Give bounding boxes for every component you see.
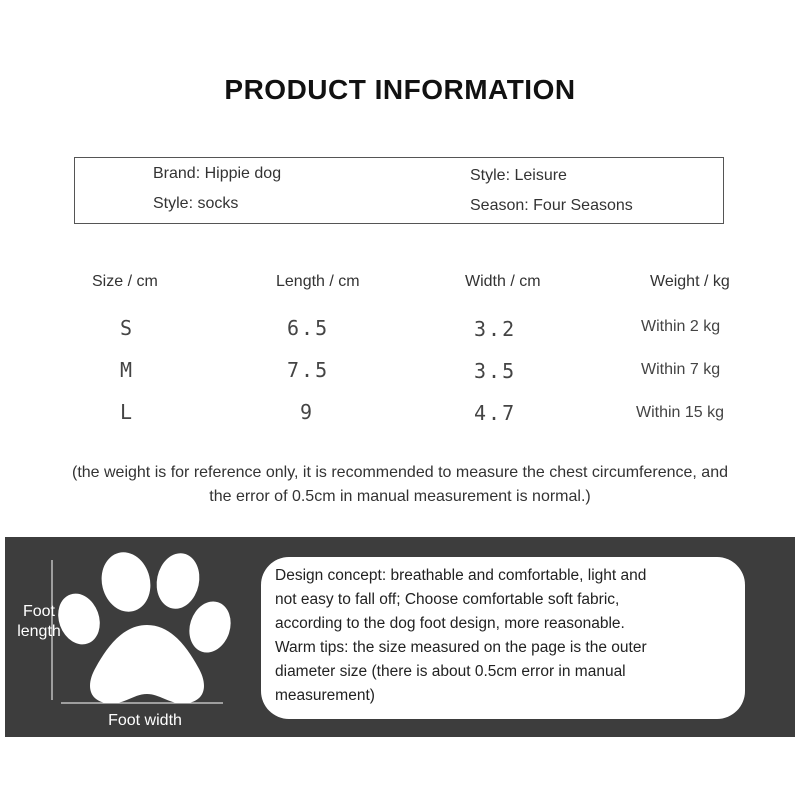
warm-tips-line-3: measurement) — [275, 687, 375, 704]
row-m-width: 3.5 — [474, 359, 517, 383]
design-concept-line-3: according to the dog foot design, more reasonable. — [275, 615, 625, 632]
paw-toe-2 — [152, 549, 205, 613]
header-size: Size / cm — [92, 273, 158, 290]
row-s-size: S — [120, 316, 135, 340]
design-concept-box — [261, 557, 745, 719]
foot-length-label-line-2: length — [17, 623, 61, 640]
page-title: PRODUCT INFORMATION — [224, 74, 576, 105]
season-text: Season: Four Seasons — [470, 197, 633, 214]
row-s-width: 3.2 — [474, 317, 517, 341]
row-s-weight: Within 2 kg — [641, 318, 721, 335]
style-type-text: Style: socks — [153, 195, 239, 212]
note-line-1: (the weight is for reference only, it is recommended to measure the chest circumference, and — [71, 464, 728, 481]
row-m-weight: Within 7 kg — [641, 361, 721, 378]
header-weight: Weight / kg — [650, 273, 730, 290]
paw-pad — [90, 625, 204, 703]
paw-toe-1 — [95, 547, 156, 617]
warm-tips-line-2: diameter size (there is about 0.5cm error in manual — [275, 663, 626, 680]
row-s-length: 6.5 — [287, 316, 330, 340]
note-line-2: the error of 0.5cm in manual measurement is normal.) — [209, 488, 591, 505]
header-width: Width / cm — [465, 273, 541, 290]
style-leisure-text: Style: Leisure — [470, 167, 567, 184]
paw-toe-4 — [183, 596, 237, 658]
warm-tips-line-1: Warm tips: the size measured on the page is the outer — [275, 639, 647, 656]
measurement-note — [0, 461, 800, 509]
row-l-size: L — [120, 400, 135, 424]
row-l-width: 4.7 — [474, 401, 517, 425]
row-l-weight: Within 15 kg — [636, 404, 725, 421]
design-concept-line-1: Design concept: breathable and comfortable, light and — [275, 567, 647, 584]
design-panel — [5, 537, 795, 737]
header-length: Length / cm — [276, 273, 360, 290]
row-m-length: 7.5 — [287, 358, 330, 382]
row-m-size: M — [120, 358, 135, 382]
paw-print-icon — [51, 547, 237, 703]
foot-length-label-line-1: Foot — [22, 603, 55, 620]
row-l-length: 9 — [300, 400, 315, 424]
foot-width-label: Foot width — [108, 712, 182, 729]
design-concept-line-2: not easy to fall off; Choose comfortable soft fabric, — [275, 591, 620, 608]
brand-text: Brand: Hippie dog — [153, 165, 282, 182]
product-info-box — [74, 157, 724, 224]
foot-length-label — [13, 602, 65, 642]
